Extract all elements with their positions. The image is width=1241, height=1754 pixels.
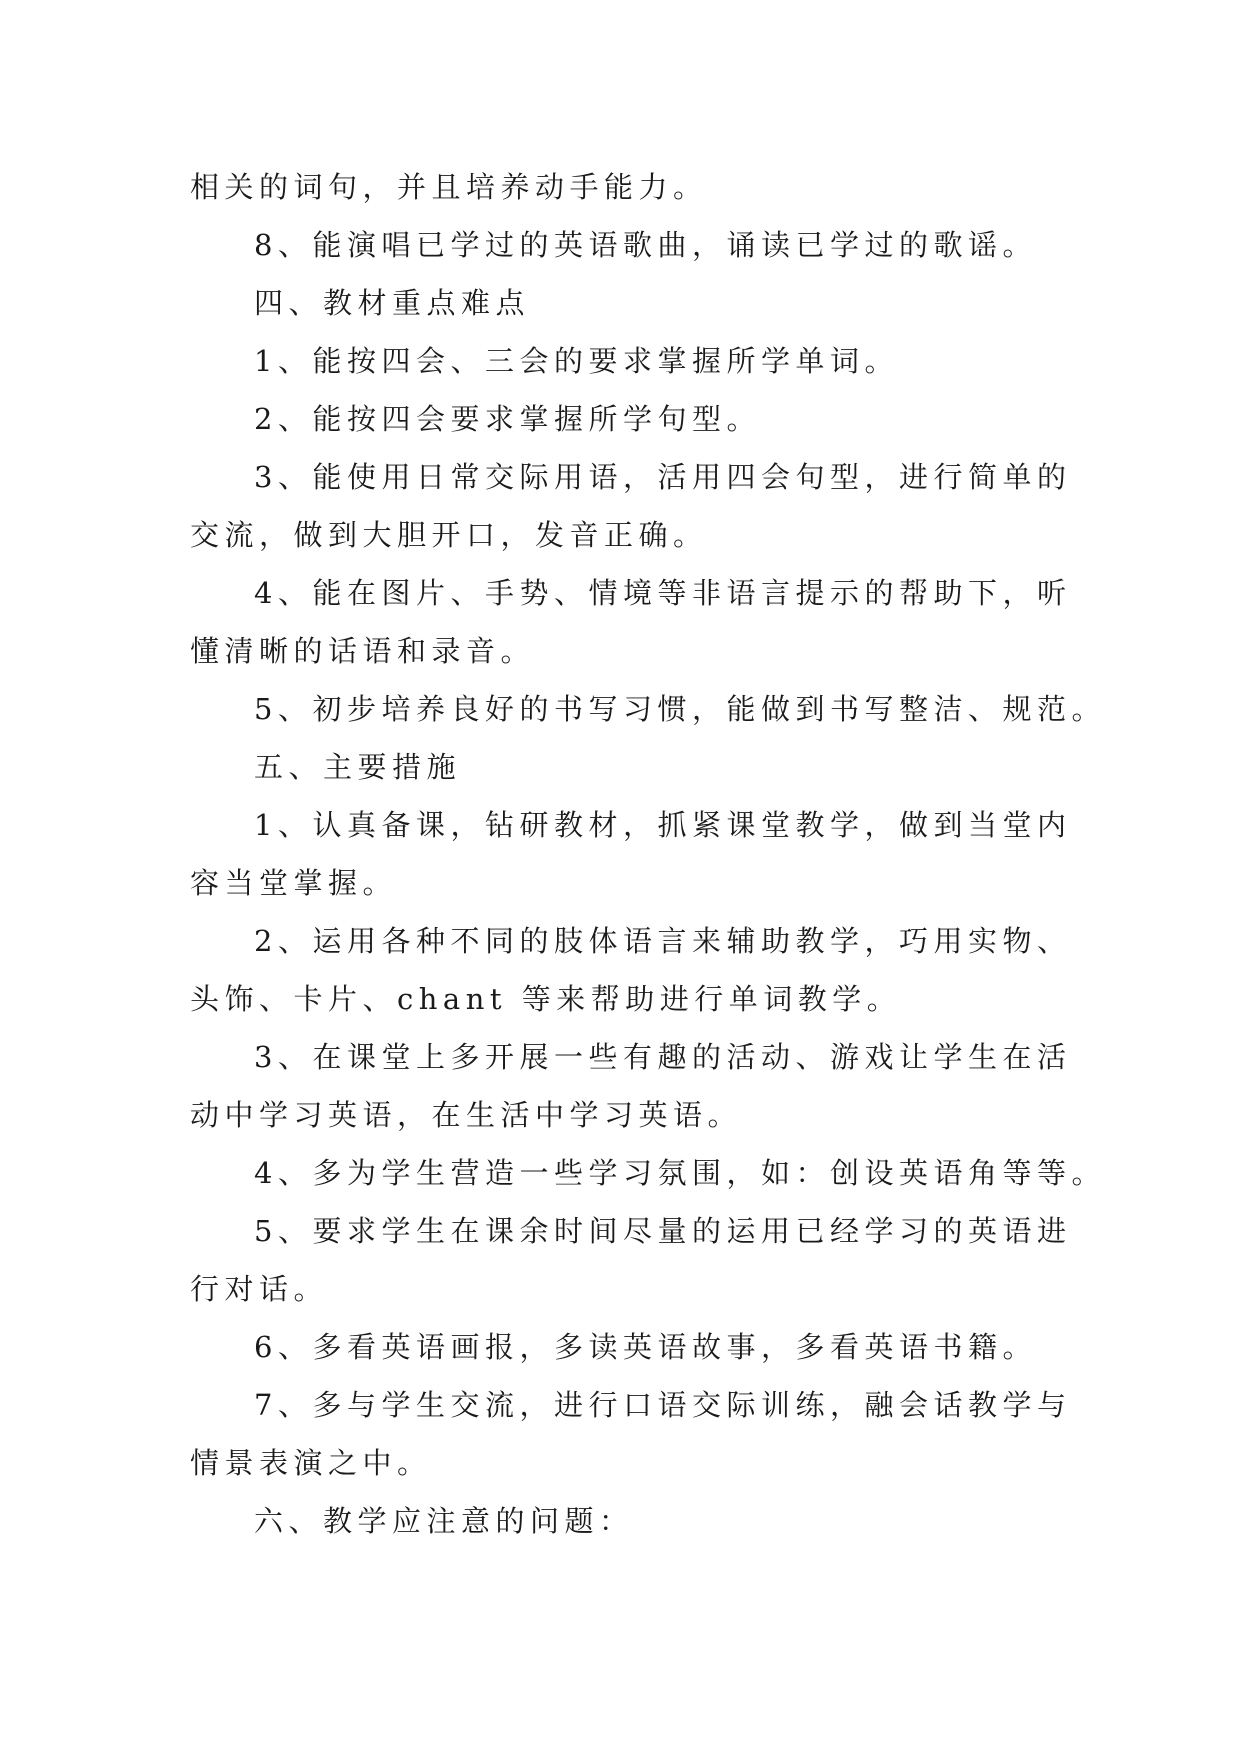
paragraph-continuation: 交流，做到大胆开口，发音正确。: [190, 518, 708, 552]
section-heading-4: 四、教材重点难点: [254, 286, 531, 320]
paragraph-item-5: 5、初步培养良好的书写习惯，能做到书写整洁、规范。: [254, 692, 1106, 726]
paragraph-continuation: 容当堂掌握。: [190, 866, 398, 900]
paragraph-continuation: 头饰、卡片、chant 等来帮助进行单词教学。: [190, 982, 902, 1016]
paragraph-item-1: 1、认真备课，钻研教材，抓紧课堂教学，做到当堂内: [254, 808, 1072, 842]
paragraph-continuation: 相关的词句，并且培养动手能力。: [190, 170, 708, 204]
paragraph-item-5: 5、要求学生在课余时间尽量的运用已经学习的英语进: [254, 1214, 1072, 1248]
paragraph-item-6: 6、多看英语画报，多读英语故事，多看英语书籍。: [254, 1330, 1037, 1364]
paragraph-continuation: 动中学习英语，在生活中学习英语。: [190, 1098, 743, 1132]
paragraph-continuation: 懂清晰的话语和录音。: [190, 634, 536, 668]
paragraph-continuation: 行对话。: [190, 1272, 329, 1306]
paragraph-item-2: 2、能按四会要求掌握所学句型。: [254, 402, 761, 436]
paragraph-item-7: 7、多与学生交流，进行口语交际训练，融会话教学与: [254, 1388, 1072, 1422]
paragraph-item-3: 3、在课堂上多开展一些有趣的活动、游戏让学生在活: [254, 1040, 1072, 1074]
paragraph-item-4: 4、多为学生营造一些学习氛围，如：创设英语角等等。: [254, 1156, 1106, 1190]
paragraph-item-4: 4、能在图片、手势、情境等非语言提示的帮助下，听: [254, 576, 1072, 610]
paragraph-continuation: 情景表演之中。: [190, 1446, 432, 1480]
section-heading-6: 六、教学应注意的问题：: [254, 1504, 634, 1538]
section-heading-5: 五、主要措施: [254, 750, 462, 784]
paragraph-item-2: 2、运用各种不同的肢体语言来辅助教学，巧用实物、: [254, 924, 1072, 958]
paragraph-item-8: 8、能演唱已学过的英语歌曲，诵读已学过的歌谣。: [254, 228, 1037, 262]
document-body: [190, 158, 1106, 1550]
paragraph-item-3: 3、能使用日常交际用语，活用四会句型，进行简单的: [254, 460, 1072, 494]
paragraph-item-1: 1、能按四会、三会的要求掌握所学单词。: [254, 344, 899, 378]
